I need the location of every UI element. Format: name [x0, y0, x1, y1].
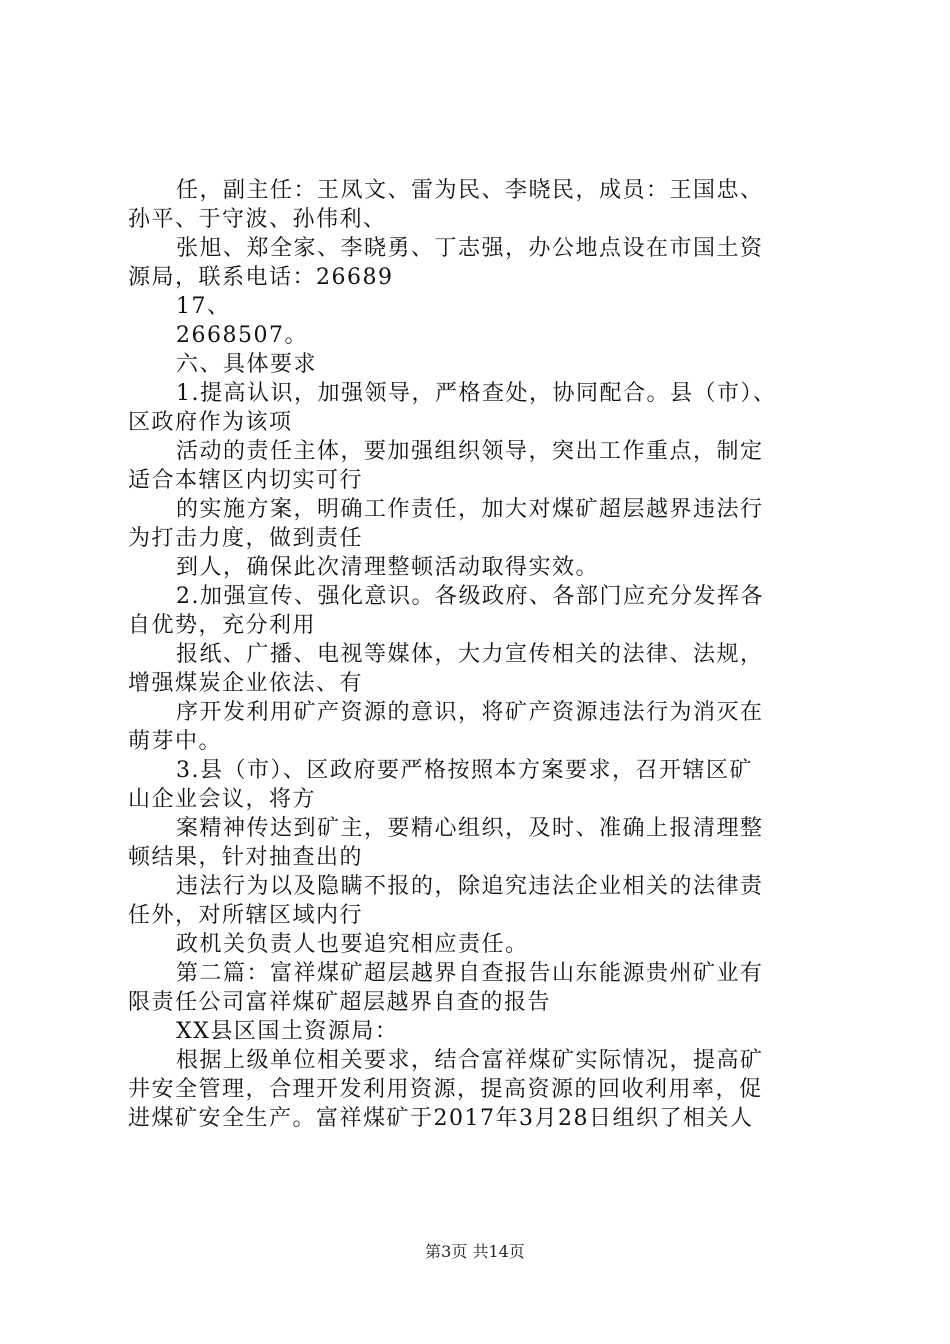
text-line: 自优势，充分利用 — [128, 613, 317, 638]
document-body — [128, 176, 832, 1133]
text-line: 根据上级单位相关要求，结合富祥煤矿实际情况，提高矿 — [176, 1048, 764, 1073]
text-line: 2.加强宣传、强化意识。各级政府、各部门应充分发挥各 — [176, 584, 764, 609]
text-line: 政机关负责人也要追究相应责任。 — [176, 932, 529, 957]
text-line: 17、 — [176, 294, 231, 319]
text-line: 到人，确保此次清理整顿活动取得实效。 — [176, 555, 600, 580]
text-line: 案精神传达到矿主，要精心组织，及时、准确上报清理整 — [176, 816, 764, 841]
text-line: 报纸、广播、电视等媒体，大力宣传相关的法律、法规， — [176, 642, 764, 667]
text-line: 任外，对所辖区域内行 — [128, 903, 364, 928]
text-line: 孙平、于守波、孙伟利、 — [128, 207, 387, 232]
text-line: 为打击力度，做到责任 — [128, 526, 364, 551]
page-footer: 第3页 共14页 — [425, 1242, 525, 1261]
text-line: 源局，联系电话：26689 — [128, 265, 394, 290]
text-line: 违法行为以及隐瞒不报的，除追究违法企业相关的法律责 — [176, 874, 764, 899]
text-line: XX县区国土资源局： — [176, 1019, 399, 1044]
text-line: 3.县（市）、区政府要严格按照本方案要求，召开辖区矿 — [176, 758, 753, 783]
text-line: 进煤矿安全生产。富祥煤矿于2017年3月28日组织了相关人 — [128, 1106, 754, 1131]
text-line: 区政府作为该项 — [128, 410, 293, 435]
text-line: 序开发利用矿产资源的意识，将矿产资源违法行为消灭在 — [176, 700, 764, 725]
text-line: 增强煤炭企业依法、有 — [128, 671, 364, 696]
text-line: 第二篇：富祥煤矿超层越界自查报告山东能源贵州矿业有 — [176, 961, 764, 986]
text-line: 的实施方案，明确工作责任，加大对煤矿超层越界违法行 — [176, 497, 764, 522]
text-line: 萌芽中。 — [128, 729, 223, 754]
text-line: 限责任公司富祥煤矿超层越界自查的报告 — [128, 990, 552, 1015]
text-line: 活动的责任主体，要加强组织领导，突出工作重点，制定 — [176, 439, 764, 464]
text-line: 适合本辖区内切实可行 — [128, 468, 364, 493]
text-line: 山企业会议，将方 — [128, 787, 317, 812]
text-line: 2668507。 — [176, 323, 308, 348]
text-line: 六、具体要求 — [176, 352, 318, 377]
text-line: 张旭、郑全家、李晓勇、丁志强，办公地点设在市国土资 — [176, 236, 764, 261]
text-line: 井安全管理，合理开发利用资源，提高资源的回收利用率，促 — [128, 1077, 763, 1102]
text-line: 顿结果，针对抽查出的 — [128, 845, 364, 870]
text-line: 任，副主任：王凤文、雷为民、李晓民，成员：王国忠、 — [176, 178, 764, 203]
text-line: 1.提高认识，加强领导，严格查处，协同配合。县（市）、 — [176, 381, 777, 406]
